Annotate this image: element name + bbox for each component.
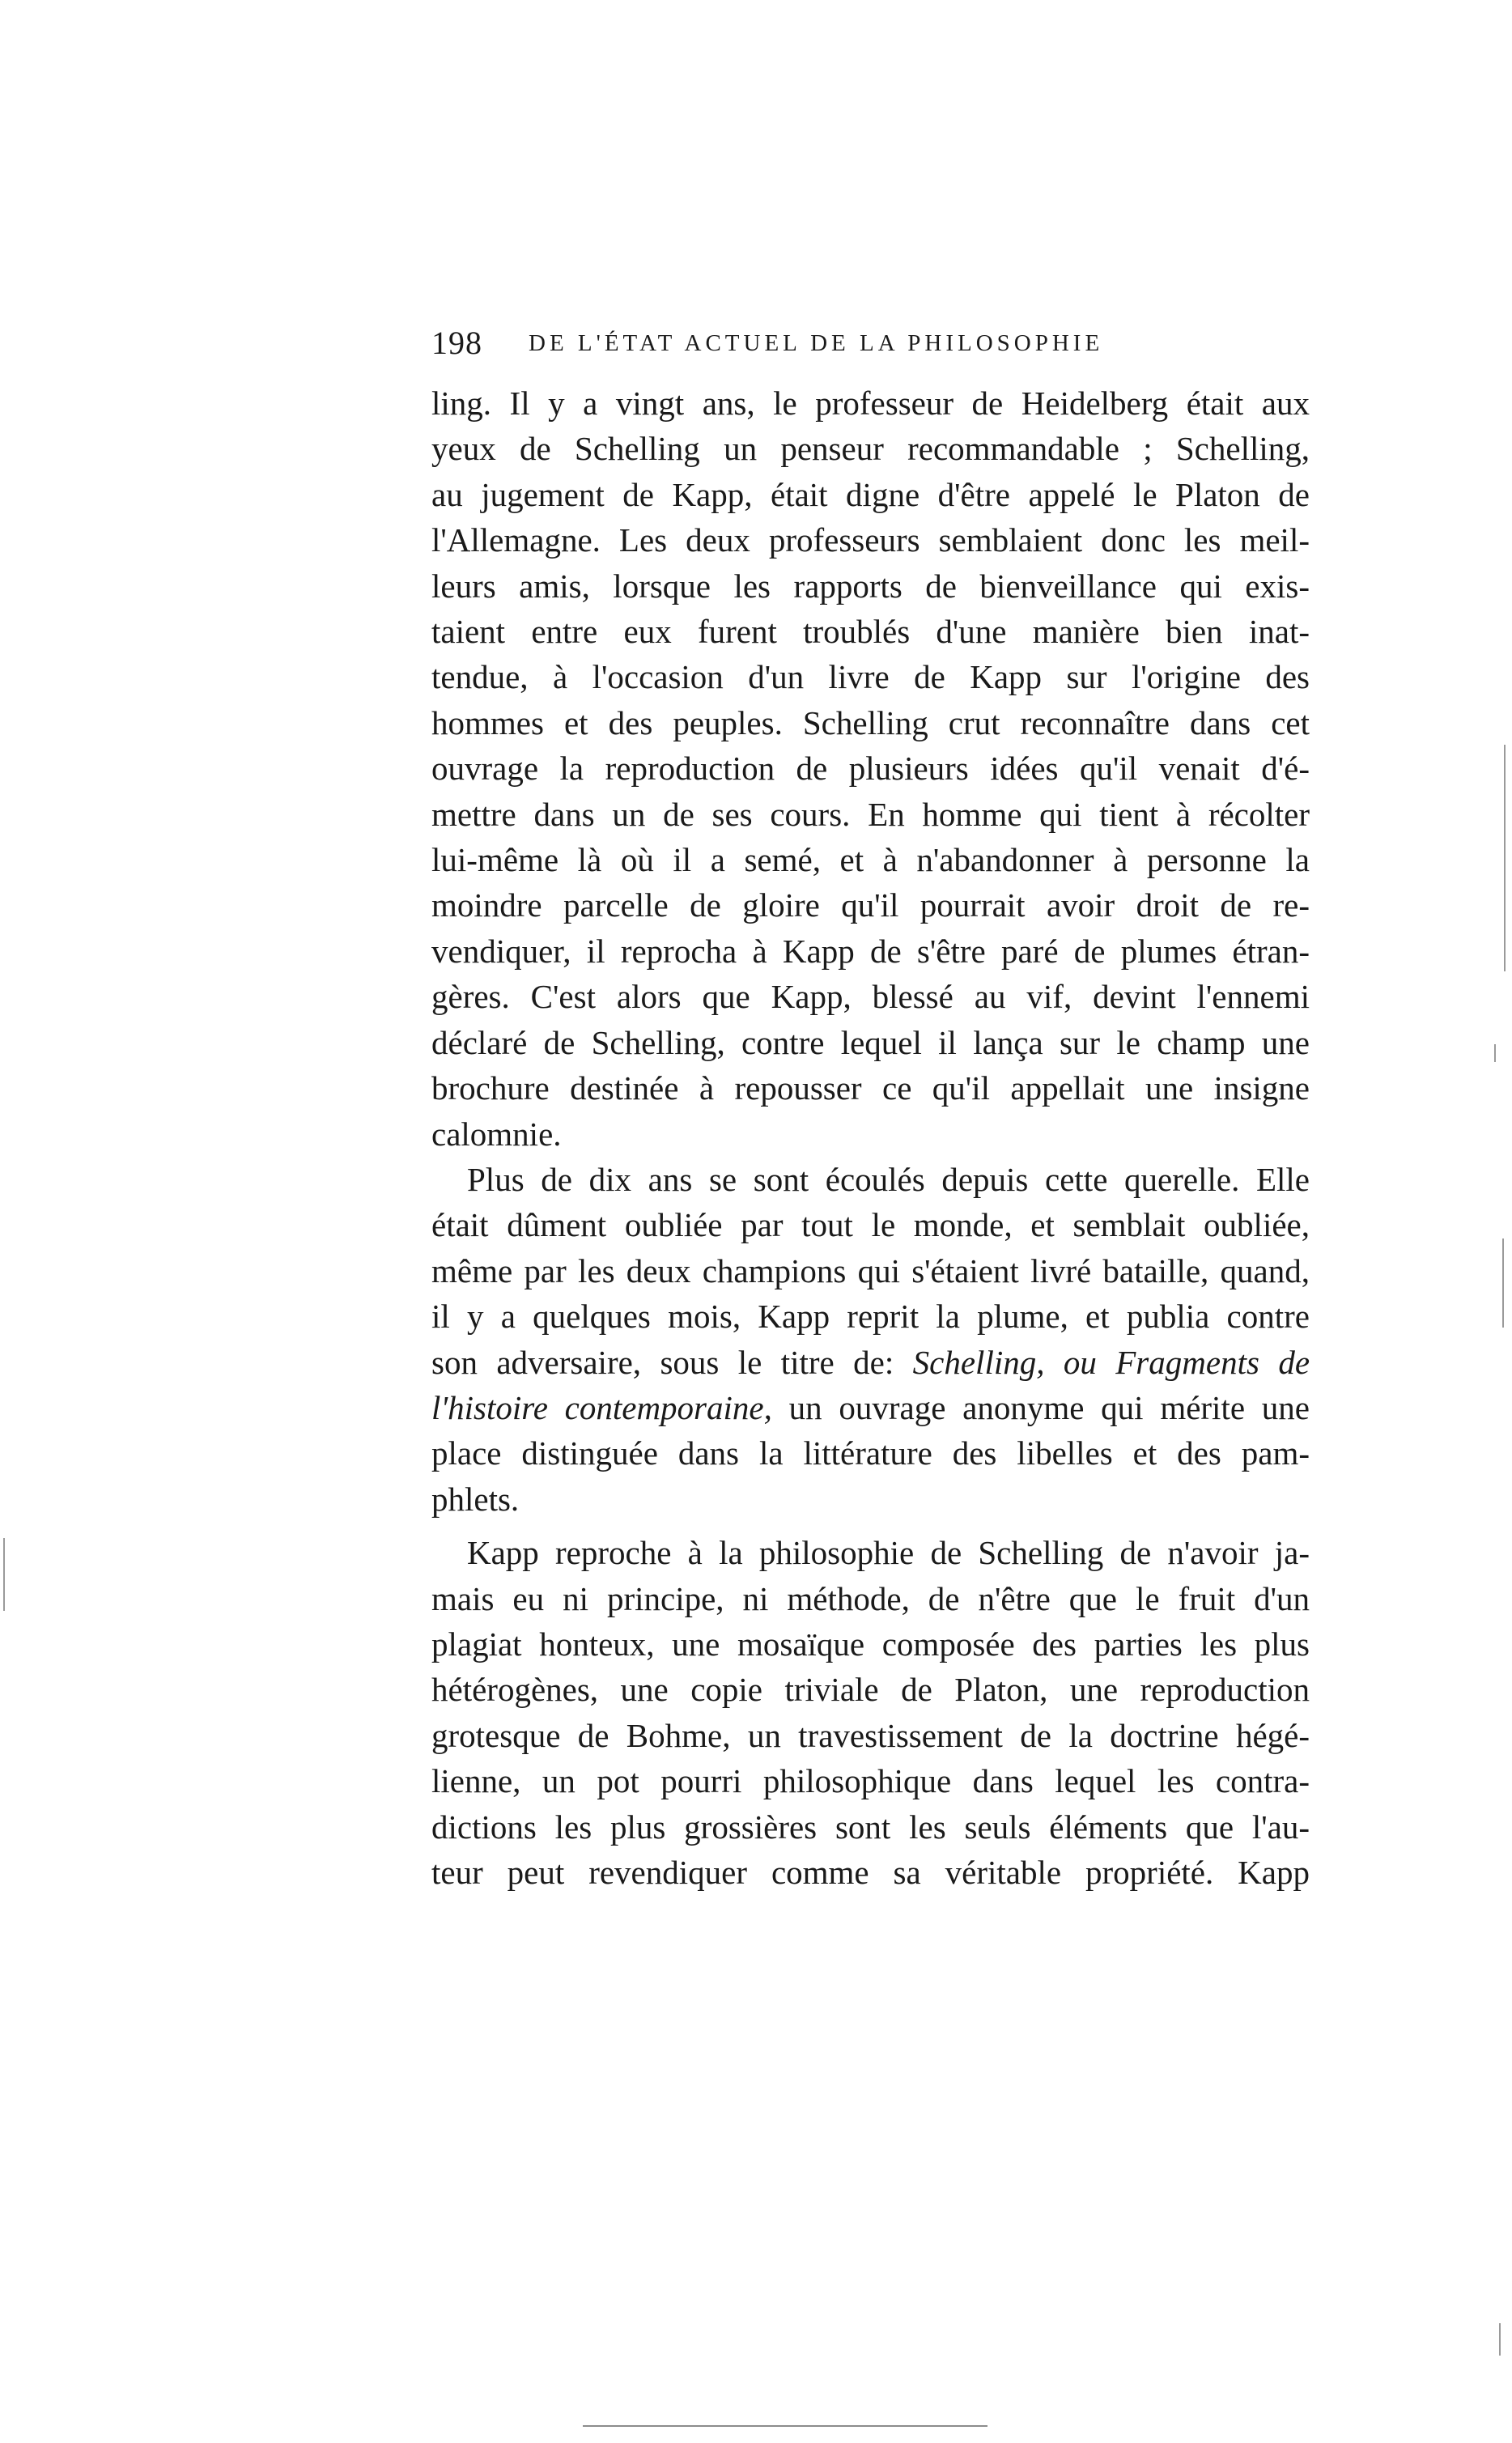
- text-line: yeux de Schelling un penseur recommandable ; Schelling,: [431, 430, 1310, 468]
- scan-bottom-rule: [583, 2425, 987, 2427]
- text-line: Plus de dix ans se sont écoulés depuis cette querelle. Elle: [467, 1160, 1310, 1198]
- italic-book-title: l'histoire contemporaine,: [431, 1388, 772, 1426]
- text-line: brochure destinée à repousser ce qu'il appellait une insigne: [431, 1069, 1310, 1107]
- scan-edge-mark: [1504, 745, 1506, 971]
- text-line: grotesque de Bohme, un travestissement de la doctrine hégé-: [431, 1716, 1310, 1754]
- text-line: leurs amis, lorsque les rapports de bienveillance qui exis-: [431, 567, 1310, 605]
- running-title: DE L'ÉTAT ACTUEL DE LA PHILOSOPHIE: [529, 330, 1104, 356]
- text-line: mais eu ni principe, ni méthode, de n'être que le fruit d'un: [431, 1579, 1310, 1617]
- text-line: taient entre eux furent troublés d'une manière bien inat-: [431, 613, 1310, 651]
- text-line: gères. C'est alors que Kapp, blessé au vif, devint l'ennemi: [431, 978, 1310, 1016]
- text-line: lienne, un pot pourri philosophique dans lequel les contra-: [431, 1762, 1310, 1800]
- text-line: tendue, à l'occasion d'un livre de Kapp sur l'origine des: [431, 658, 1310, 696]
- text-line: plagiat honteux, une mosaïque composée des parties les plus: [431, 1625, 1310, 1663]
- text-line: même par les deux champions qui s'étaient livré bataille, quand,: [431, 1251, 1310, 1289]
- text-line: hétérogènes, une copie triviale de Platon, une reproduction: [431, 1671, 1310, 1709]
- running-head: [431, 324, 1310, 372]
- paragraph-2: [431, 1157, 1310, 1522]
- body-text: [431, 380, 1310, 1895]
- text-line: hommes et des peuples. Schelling crut reconnaître dans cet: [431, 703, 1310, 741]
- text-line: il y a quelques mois, Kapp reprit la plume, et publia contre: [431, 1298, 1310, 1336]
- text-line: lui-même là où il a semé, et à n'abandonner à personne la: [431, 841, 1310, 879]
- text-fragment: un ouvrage anonyme qui mérite une: [788, 1388, 1310, 1426]
- scan-edge-mark: [1499, 2323, 1501, 2356]
- text-line: au jugement de Kapp, était digne d'être appelé le Platon de: [431, 475, 1310, 513]
- scan-edge-mark: [1494, 1044, 1496, 1062]
- text-line: l'Allemagne. Les deux professeurs semblaient donc les meil-: [431, 521, 1310, 559]
- text-line: calomnie.: [431, 1115, 562, 1153]
- text-line: déclaré de Schelling, contre lequel il lança sur le champ une: [431, 1023, 1310, 1061]
- paragraph-1: [431, 380, 1310, 1157]
- text-fragment: son adversaire, sous le titre de:: [431, 1343, 894, 1381]
- text-line: teur peut revendiquer comme sa véritable propriété. Kapp: [431, 1854, 1310, 1891]
- italic-book-title: Schelling, ou Fragments de: [912, 1343, 1310, 1381]
- paragraph-3: [431, 1530, 1310, 1895]
- text-line: ouvrage la reproduction de plusieurs idées qu'il venait d'é-: [431, 750, 1310, 788]
- text-line: mettre dans un de ses cours. En homme qui tient à récolter: [431, 795, 1310, 833]
- text-line: place distinguée dans la littérature des libelles et des pam-: [431, 1434, 1310, 1472]
- text-line: Kapp reproche à la philosophie de Schelling de n'avoir ja-: [467, 1534, 1310, 1572]
- page-number: 198: [431, 325, 482, 361]
- text-line: était dûment oubliée par tout le monde, et semblait oubliée,: [431, 1206, 1310, 1244]
- text-line: moindre parcelle de gloire qu'il pourrait avoir droit de re-: [431, 886, 1310, 924]
- text-line: phlets.: [431, 1480, 520, 1518]
- text-line: ling. Il y a vingt ans, le professeur de Heidelberg était aux: [431, 385, 1310, 422]
- scan-edge-mark: [1502, 1238, 1504, 1328]
- text-line-with-title: [431, 1385, 1310, 1430]
- text-line-with-title: [431, 1340, 1310, 1385]
- text-line: vendiquer, il reprocha à Kapp de s'être paré de plumes étran-: [431, 932, 1310, 970]
- scan-edge-mark: [3, 1538, 5, 1611]
- text-line: dictions les plus grossières sont les seuls éléments que l'au-: [431, 1808, 1310, 1846]
